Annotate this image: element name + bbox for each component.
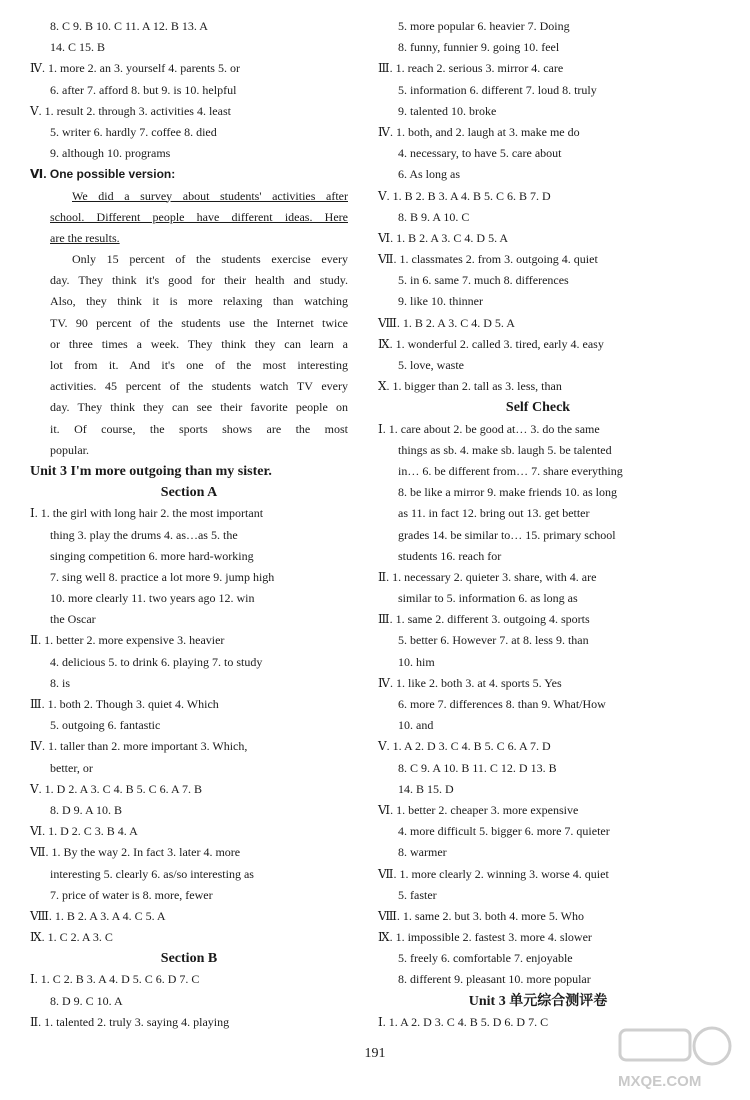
right-answer-line: 10. and <box>398 718 434 733</box>
right-answer-line: Ⅶ. 1. more clearly 2. winning 3. worse 4. quiet <box>378 866 609 881</box>
left-answer-line: 8. D 9. A 10. B <box>50 802 123 817</box>
right-answer-line: 5. more popular 6. heavier 7. Doing <box>398 19 570 33</box>
right-answer-line: Ⅶ. 1. classmates 2. from 3. outgoing 4. quiet <box>378 252 598 267</box>
left-column <box>30 16 348 1033</box>
left-answer-line: Ⅳ. 1. taller than 2. more important 3. Which, <box>30 739 248 754</box>
right-answer-line: students 16. reach for <box>398 548 502 563</box>
left-answer-line: 9. although 10. programs <box>50 146 171 161</box>
right-answer-line: 5. love, waste <box>398 358 464 372</box>
right-answer-line: 14. B 15. D <box>398 781 454 796</box>
left-answer-line: Ⅴ. 1. result 2. through 3. activities 4. least <box>30 103 231 118</box>
watermark-logo <box>612 1024 742 1092</box>
left-answer-line: Ⅶ. 1. By the way 2. In fact 3. later 4. more <box>30 845 241 860</box>
right-answer-line: Ⅴ. 1. A 2. D 3. C 4. B 5. C 6. A 7. D <box>378 739 551 754</box>
left-answer-line: school. Different people have different ideas. Here <box>50 209 348 224</box>
right-answer-line: 6. more 7. differences 8. than 9. What/How <box>398 697 606 711</box>
left-answer-line: lot from it. And it's one of the most interesting <box>50 358 348 372</box>
right-answer-line: 8. different 9. pleasant 10. more popular <box>398 972 591 987</box>
right-answer-line: Ⅰ. 1. care about 2. be good at… 3. do the same <box>378 421 600 436</box>
left-answer-line: 6. after 7. afford 8. but 9. is 10. helpful <box>50 82 237 97</box>
right-answer-line: 8. warmer <box>398 845 447 860</box>
right-answer-line: Ⅰ. 1. A 2. D 3. C 4. B 5. D 6. D 7. C <box>378 1014 549 1029</box>
left-answer-line: Ⅲ. 1. both 2. Though 3. quiet 4. Which <box>30 697 219 711</box>
right-answer-line: Ⅳ. 1. both, and 2. laugh at 3. make me do <box>378 124 580 139</box>
right-answer-line: similar to 5. information 6. as long as <box>398 591 578 606</box>
left-answer-line: Section A <box>160 485 218 501</box>
right-answer-line: 5. better 6. However 7. at 8. less 9. than <box>398 633 589 648</box>
left-answer-line: 5. writer 6. hardly 7. coffee 8. died <box>50 124 217 139</box>
right-answer-line: Unit 3 单元综合测评卷 <box>468 993 608 1009</box>
right-answer-line: 8. C 9. A 10. B 11. C 12. D 13. B <box>398 760 557 775</box>
right-answer-line: 5. faster <box>398 887 437 902</box>
watermark-text: MXQE.COM <box>618 1073 702 1090</box>
left-answer-line: day. They think they can see their favorite people on <box>50 400 348 415</box>
right-answer-line: 6. As long as <box>398 167 461 182</box>
left-answer-line: Ⅵ. One possible version: <box>30 167 176 182</box>
left-answer-line: Only 15 percent of the students exercise every <box>72 252 348 267</box>
left-answer-line: 8. is <box>50 675 71 690</box>
left-answer-line: 7. price of water is 8. more, fewer <box>50 887 213 902</box>
left-answer-line: thing 3. play the drums 4. as…as 5. the <box>50 527 238 542</box>
page-number: 191 <box>364 1046 386 1061</box>
left-answer-line: Section B <box>160 951 218 967</box>
right-answer-line: Self Check <box>505 400 571 416</box>
left-answer-line: 14. C 15. B <box>50 40 106 55</box>
left-answer-line: or three times a week. They think they can learn a <box>50 336 348 351</box>
left-answer-line: 8. C 9. B 10. C 11. A 12. B 13. A <box>50 19 208 33</box>
right-answer-line: things as sb. 4. make sb. laugh 5. be talented <box>398 442 612 457</box>
right-answer-line: Ⅹ. 1. bigger than 2. tall as 3. less, than <box>378 379 562 394</box>
left-answer-line: Ⅴ. 1. D 2. A 3. C 4. B 5. C 6. A 7. B <box>30 781 203 796</box>
right-answer-line: 9. like 10. thinner <box>398 294 483 309</box>
left-answer-line: Ⅱ. 1. better 2. more expensive 3. heavier <box>30 633 225 648</box>
right-answer-line: grades 14. be similar to… 15. primary school <box>398 527 616 542</box>
right-answer-line: Ⅵ. 1. better 2. cheaper 3. more expensive <box>378 802 579 817</box>
right-answer-line: Ⅷ. 1. same 2. but 3. both 4. more 5. Who <box>378 908 584 923</box>
left-answer-line: We did a survey about students' activities after <box>72 188 348 203</box>
left-answer-line: better, or <box>50 760 93 775</box>
left-answer-line: it. Of course, the sports shows are the most <box>50 421 348 436</box>
right-answer-line: 5. in 6. same 7. much 8. differences <box>398 273 569 288</box>
right-answer-line: Ⅲ. 1. reach 2. serious 3. mirror 4. care <box>378 61 564 76</box>
left-answer-line: 10. more clearly 11. two years ago 12. win <box>50 591 255 606</box>
right-answer-line: as 11. in fact 12. bring out 13. get better <box>398 506 590 521</box>
left-answer-line: 5. outgoing 6. fantastic <box>50 718 161 733</box>
left-answer-line: Ⅷ. 1. B 2. A 3. A 4. C 5. A <box>30 908 166 923</box>
left-answer-line: the Oscar <box>50 612 96 627</box>
left-answer-line: day. They think it's good for their health and study. <box>50 273 348 288</box>
left-answer-line: Unit 3 I'm more outgoing than my sister. <box>30 463 272 479</box>
right-answer-line: Ⅴ. 1. B 2. B 3. A 4. B 5. C 6. B 7. D <box>378 188 551 203</box>
right-answer-line: Ⅳ. 1. like 2. both 3. at 4. sports 5. Yes <box>378 675 562 690</box>
left-answer-line: are the results. <box>50 230 120 245</box>
left-answer-line: 7. sing well 8. practice a lot more 9. jump high <box>50 569 275 584</box>
right-answer-line: Ⅸ. 1. wonderful 2. called 3. tired, early 4. easy <box>378 336 604 351</box>
left-answer-line: Ⅵ. 1. D 2. C 3. B 4. A <box>30 824 138 839</box>
right-answer-line: 5. freely 6. comfortable 7. enjoyable <box>398 951 573 966</box>
left-answer-line: Also, they think it is more relaxing than watching <box>50 294 348 309</box>
left-answer-line: Ⅸ. 1. C 2. A 3. C <box>30 930 113 945</box>
right-answer-line: 8. be like a mirror 9. make friends 10. as long <box>398 485 617 500</box>
left-answer-line: Ⅳ. 1. more 2. an 3. yourself 4. parents 5. or <box>30 61 240 76</box>
right-answer-line: 8. funny, funnier 9. going 10. feel <box>398 40 560 55</box>
right-answer-line: Ⅸ. 1. impossible 2. fastest 3. more 4. slower <box>378 930 592 945</box>
right-answer-line: Ⅲ. 1. same 2. different 3. outgoing 4. sports <box>378 612 590 627</box>
right-answer-line: in… 6. be different from… 7. share everything <box>398 463 623 478</box>
right-answer-line: Ⅵ. 1. B 2. A 3. C 4. D 5. A <box>378 230 509 245</box>
left-answer-line: Ⅰ. 1. C 2. B 3. A 4. D 5. C 6. D 7. C <box>30 972 200 987</box>
right-answer-line: Ⅱ. 1. necessary 2. quieter 3. share, with 4. are <box>378 569 597 584</box>
left-answer-line: activities. 45 percent of the students watch TV every <box>50 379 348 394</box>
right-answer-line: 8. B 9. A 10. C <box>398 209 470 224</box>
right-answer-line: 4. more difficult 5. bigger 6. more 7. quieter <box>398 824 610 839</box>
right-answer-line: 4. necessary, to have 5. care about <box>398 146 562 161</box>
left-answer-line: 4. delicious 5. to drink 6. playing 7. to study <box>50 654 263 669</box>
right-answer-line: Ⅷ. 1. B 2. A 3. C 4. D 5. A <box>378 315 515 330</box>
left-answer-line: singing competition 6. more hard-working <box>50 548 254 563</box>
left-answer-line: 8. D 9. C 10. A <box>50 993 123 1008</box>
left-answer-line: TV. 90 percent of the students use the Internet twice <box>50 315 348 330</box>
left-answer-line: Ⅰ. 1. the girl with long hair 2. the most important <box>30 506 264 521</box>
right-column <box>378 16 698 1033</box>
watermark-icon <box>612 1024 742 1092</box>
right-answer-line: 9. talented 10. broke <box>398 103 497 118</box>
left-answer-line: Ⅱ. 1. talented 2. truly 3. saying 4. playing <box>30 1014 230 1029</box>
right-answer-line: 10. him <box>398 654 435 669</box>
right-answer-line: 5. information 6. different 7. loud 8. truly <box>398 82 597 97</box>
left-answer-line: interesting 5. clearly 6. as/so interesting as <box>50 866 254 881</box>
left-answer-line: popular. <box>50 442 89 457</box>
